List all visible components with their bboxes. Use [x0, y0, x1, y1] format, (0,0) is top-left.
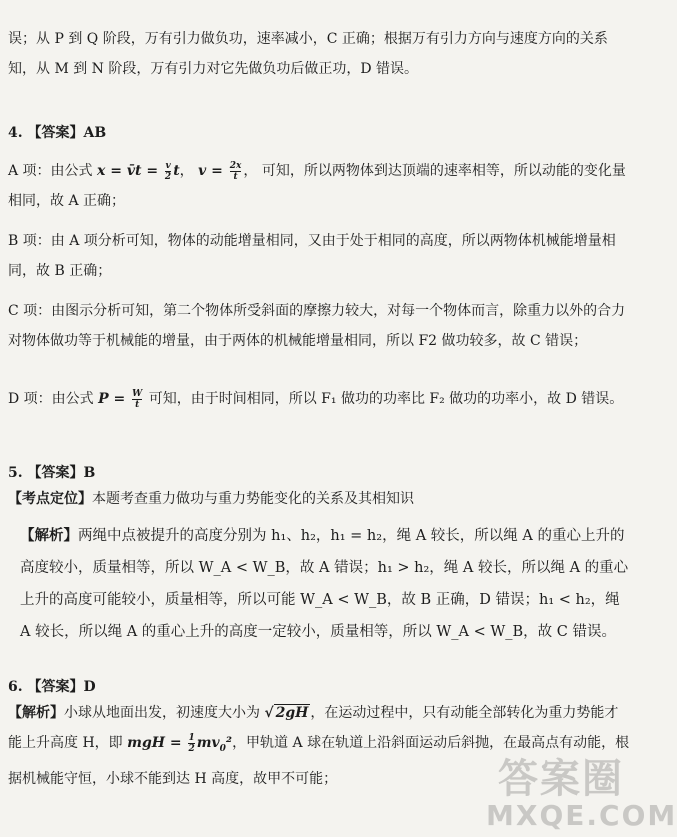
formula-velocity: v = $\frac{2x}{t}$ [198, 160, 242, 182]
watermark-url: MXQE.COM [486, 799, 677, 832]
q4-option-a: A 项：由公式 x = v̄t = $\frac{v}{2}$ t， v = $\frac{2x}{t}$ ， 可知，所以两物体到达顶端的速率相等，所以动能的变化量相同，故 A 正确； [8, 160, 626, 209]
q6-line2-suffix: ，甲轨道 A 球在轨道上沿斜面运动后斜抛，在最高点有动能， [232, 735, 616, 751]
formula-energy: mgH = $\frac{1}{2}$ $mv_0^2$ [127, 732, 233, 754]
analysis-text: 两绳中点被提升的高度分别为 h₁、h₂，h₁ = h₂，绳 A 较长，所以绳 A 的重心上升的高度较小，质量相等，所以 W_A < W_B，故 A 错误；h₁ > h₂，绳 A 较长，所以绳 A 的重心上升的高度可能较小，质量相等，所以可能 W_A < W_B，故 B 正确，D 错误；h₁ < h₂，绳 A 较长，所以绳 A 的重心上升的高度一定较小，质量相等，所以 W_A < W_B，故 C 错误。 [20, 528, 629, 640]
q6-line2-prefix: 才能上升高度 H，即 [8, 705, 619, 751]
kaodian-tag: 【考点定位】 [8, 491, 92, 507]
answer-5-heading: 5. 【答案】B [8, 465, 96, 481]
q4-a-suffix: 可知，所以两物体到达顶端的速率相等，所以动能的变化量相同，故 A 正确； [8, 163, 626, 209]
q4-option-c: C 项：由图示分析可知，第二个物体所受斜面的摩擦力较大，对每一个物体而言，除重力以外的合力对物体做功等于机械能的增量，由于两体的机械能增量相同，所以 F2 做功较多，故 C 错误； [8, 303, 626, 349]
analysis-tag: 【解析】 [20, 527, 78, 544]
q6-line1-prefix: 小球从地面出发，初速度大小为 [64, 705, 260, 721]
q4-a-prefix: A 项：由公式 [8, 163, 93, 179]
paragraph-q3-tail: 误；从 P 到 Q 阶段，万有引力做负功，速率减小，C 正确；根据万有引力方向与速度方向的关系知，从 M 到 N 阶段，万有引力对它先做负功后做正功，D 错误。 [8, 31, 608, 77]
q6-analysis-tag: 【解析】 [8, 705, 64, 721]
q4-option-d [8, 384, 630, 414]
answer-4-heading: 4. 【答案】AB [8, 125, 107, 141]
watermark-logo: 答案圈 [498, 756, 624, 802]
q4-option-b: B 项：由 A 项分析可知，物体的动能增量相同，又由于处于相同的高度，所以两物体机械能增量相同，故 B 正确； [8, 233, 616, 279]
q5-analysis [20, 520, 630, 648]
formula-initial-speed: √ 2gH [264, 705, 309, 721]
answer-6-heading: 6. 【答案】D [8, 679, 96, 695]
kaodian-text: 本题考查重力做功与重力势能变化的关系及其相知识 [92, 491, 414, 507]
q6-line3: 根据机械能守恒，小球不能到达 H 高度，故甲不可能； [8, 735, 630, 787]
formula-distance: x = v̄t = $\frac{v}{2}$ t [97, 160, 180, 182]
q5-kaodian [8, 484, 630, 514]
watermark [486, 756, 677, 835]
q4-d-prefix: D 项：由公式 [8, 391, 94, 407]
q6-line1-suffix: ，在运动过程中，只有动能全部转化为重力势能 [310, 705, 605, 721]
q4-d-suffix: 可知，由于时间相同，所以 F₁ 做功的功率比 F₂ 做功的功率小，故 D 错误。 [148, 391, 624, 407]
formula-power: P = $\frac{W}{t}$ [98, 388, 143, 410]
